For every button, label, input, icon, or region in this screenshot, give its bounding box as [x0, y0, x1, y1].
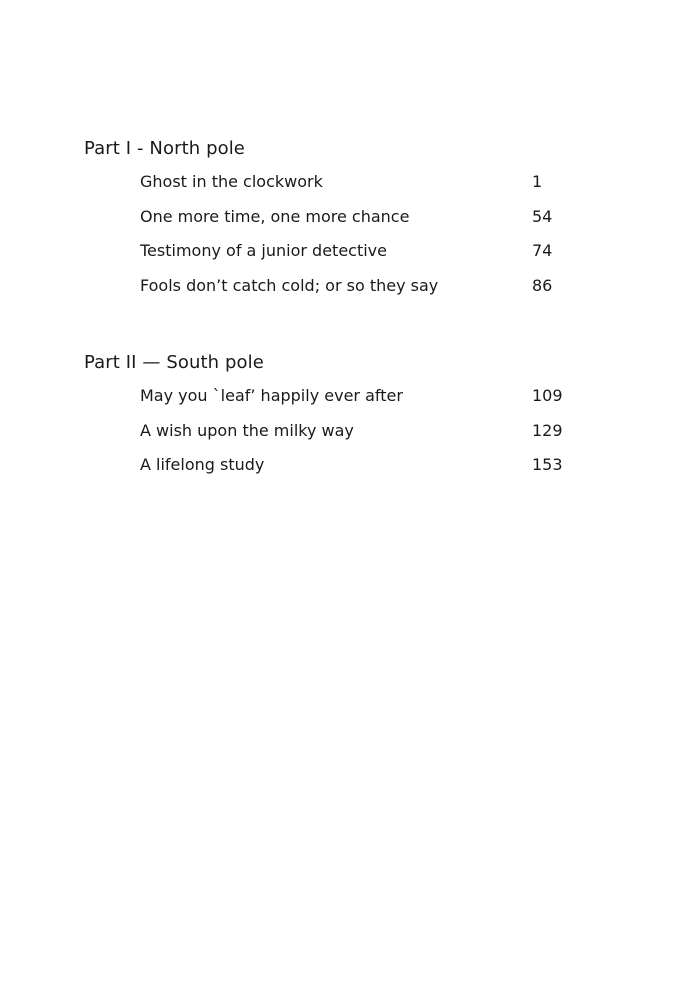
entry-list [84, 172, 604, 310]
entry-title: Fools don’t catch cold; or so they say [140, 275, 439, 295]
toc-entry[interactable] [84, 421, 604, 456]
entry-page-number: 54 [532, 206, 553, 226]
toc-entry[interactable] [84, 276, 604, 311]
entry-page-number: 153 [532, 455, 563, 474]
part-title: Part I - North pole [84, 138, 245, 159]
entry-page-number: 74 [532, 241, 553, 260]
toc-part [84, 136, 604, 310]
entry-title: A lifelong study [140, 455, 265, 474]
part-title: Part II — South pole [84, 352, 264, 373]
entry-page-number: 1 [532, 172, 543, 191]
toc-entry[interactable] [84, 241, 604, 276]
entry-list [84, 386, 604, 490]
entry-title: Testimony of a junior detective [140, 241, 387, 260]
toc-entry[interactable] [84, 386, 604, 421]
entry-title: Ghost in the clockwork [140, 172, 323, 191]
toc-part [84, 350, 604, 490]
toc-entry[interactable] [84, 207, 604, 242]
entry-page-number: 109 [532, 386, 563, 405]
table-of-contents [84, 136, 604, 530]
toc-entry[interactable] [84, 455, 604, 490]
entry-title: One more time, one more chance [140, 206, 410, 226]
toc-entry[interactable] [84, 172, 604, 207]
entry-title: A wish upon the milky way [140, 420, 354, 440]
entry-page-number: 129 [532, 420, 563, 440]
entry-title: May you `leaf’ happily ever after [140, 386, 403, 405]
entry-page-number: 86 [532, 275, 553, 295]
